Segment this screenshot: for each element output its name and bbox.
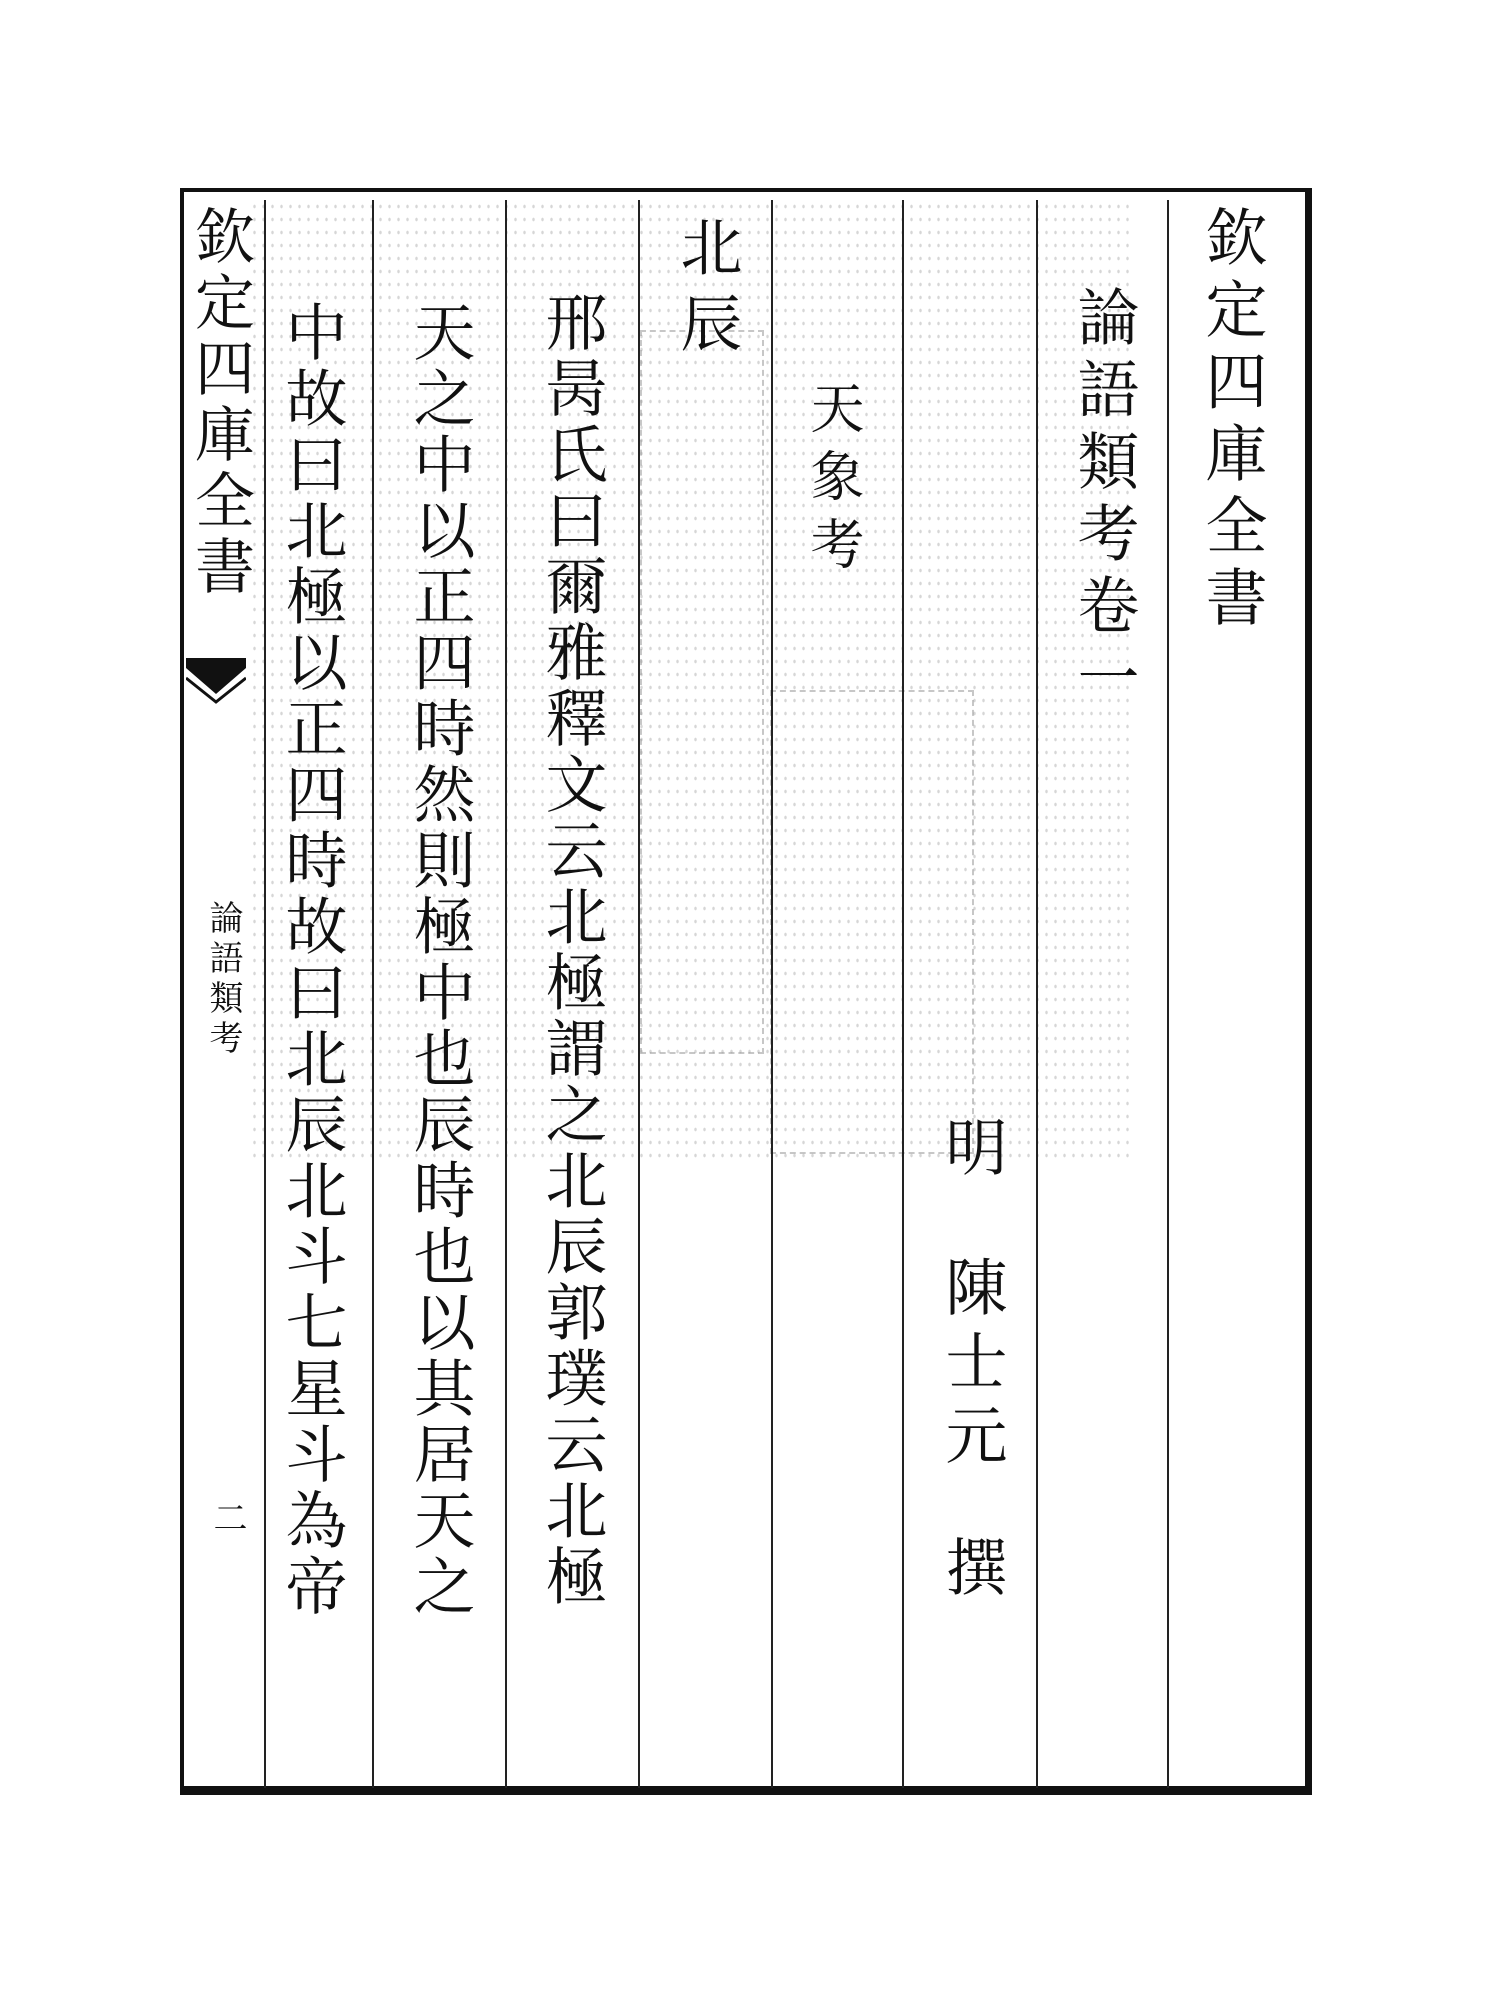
author-role: 撰: [935, 1535, 1008, 1607]
column-divider: [1036, 200, 1038, 1788]
banxin-section-title: 論語類考: [203, 900, 243, 1060]
chapter-title: 天象考: [802, 380, 865, 584]
frame-bottom-edge: [180, 1786, 1312, 1795]
column-divider: [372, 200, 374, 1788]
banxin-folio: 二: [207, 1500, 247, 1534]
fishtail-mark: [186, 658, 246, 708]
body-line-2: 天之中以正四時然則極中也辰時也以其居天之: [403, 300, 476, 1620]
column-divider: [771, 200, 773, 1788]
header-title: 欽定四庫全書: [1195, 205, 1268, 637]
column-divider: [638, 200, 640, 1788]
column-divider: [264, 200, 266, 1788]
banxin-book-title: 欽定四庫全書: [185, 205, 255, 601]
page-frame: [180, 188, 1312, 1793]
volume-title: 論語類考卷一: [1067, 285, 1140, 717]
body-line-1: 邢昺氏曰爾雅釋文云北極謂之北辰郭璞云北極: [535, 290, 608, 1610]
column-divider: [505, 200, 507, 1788]
column-divider: [902, 200, 904, 1788]
column-divider: [1167, 200, 1169, 1788]
author-dynasty: 明: [935, 1115, 1008, 1187]
entry-title: 北辰: [670, 215, 743, 367]
author-name: 陳士元: [935, 1255, 1008, 1477]
body-line-3: 中故曰北極以正四時故曰北辰北斗七星斗為帝: [275, 300, 348, 1620]
